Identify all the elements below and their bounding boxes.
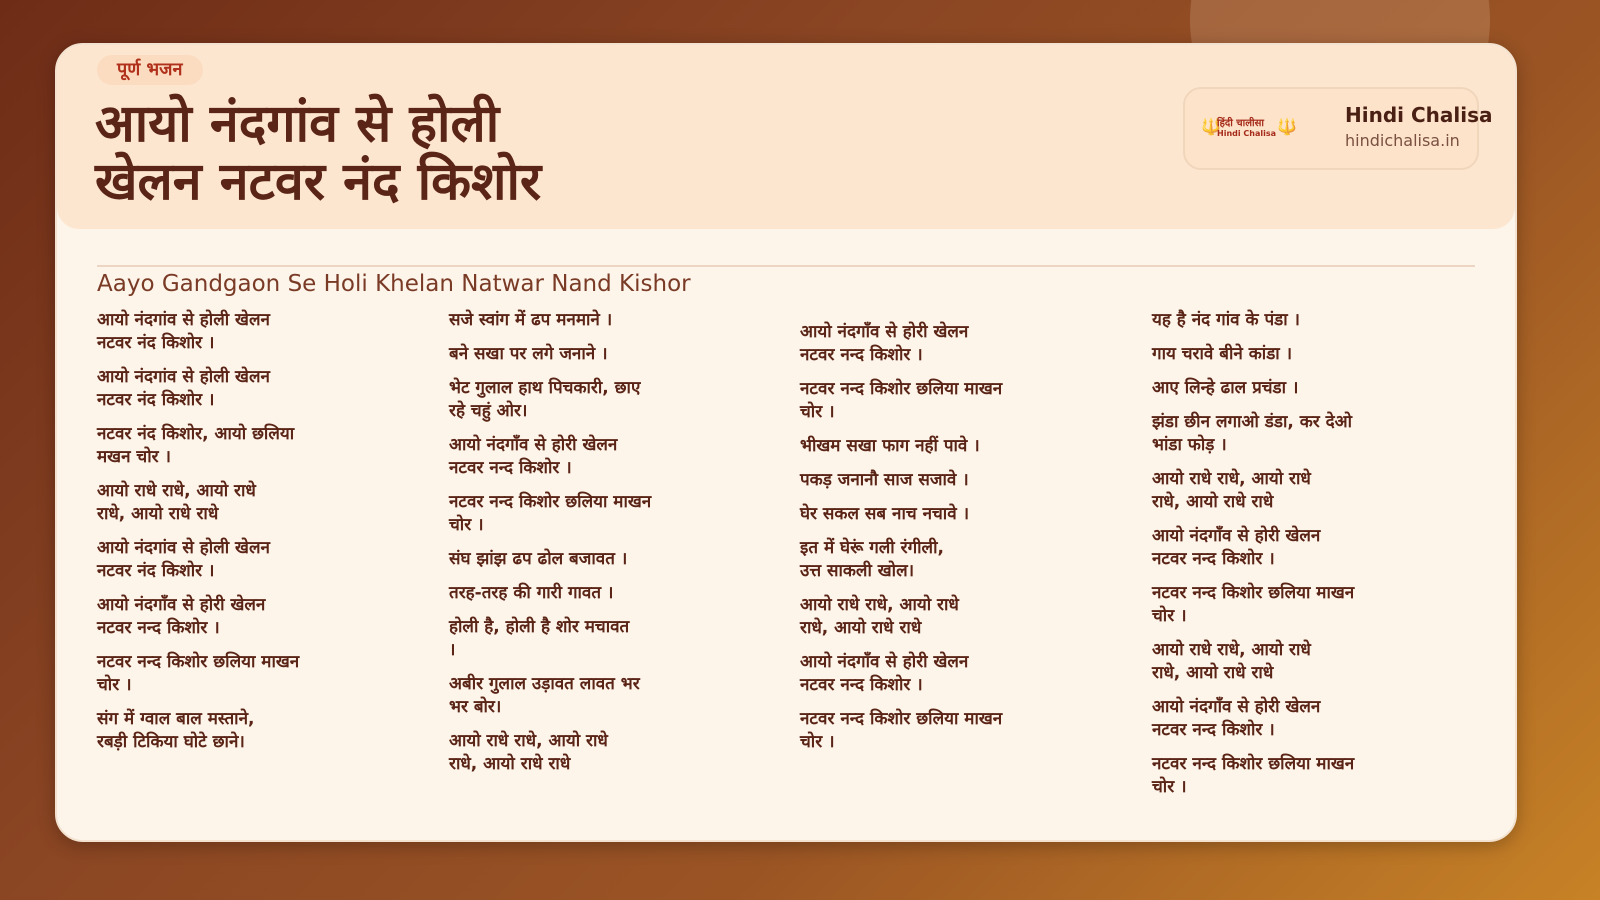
lyric-stanza: आयो नंदगाँव से होरी खेलन नटवर नन्द किशोर । — [800, 322, 969, 365]
lyric-stanza: बने सखा पर लगे जनाने । — [449, 344, 608, 364]
lyric-stanza: आयो नंदगाँव से होरी खेलन नटवर नन्द किशोर । — [449, 435, 618, 478]
category-badge — [97, 55, 203, 85]
lyric-stanza: घेर सकल सब नाच नचावे । — [800, 504, 970, 524]
lyric-stanza: नटवर नन्द किशोर छलिया माखन चोर । — [449, 492, 652, 535]
hindi-chalisa-logo — [1201, 115, 1297, 143]
lyric-stanza: आयो राधे राधे, आयो राधे राधे, आयो राधे राधे — [449, 731, 608, 774]
lyric-stanza: आयो नंदगाँव से होरी खेलन नटवर नन्द किशोर । — [1152, 526, 1321, 569]
lyric-stanza: नटवर नन्द किशोर छलिया माखन चोर । — [1152, 583, 1355, 626]
lyrics-card — [55, 43, 1517, 842]
lyric-stanza: आयो राधे राधे, आयो राधे राधे, आयो राधे राधे — [1152, 469, 1311, 512]
lyric-stanza: संघ झांझ ढप ढोल बजावत । — [449, 549, 628, 569]
lyric-stanza: संग में ग्वाल बाल मस्ताने, रबड़ी टिकिया घोटे छाने। — [97, 709, 255, 752]
lyric-stanza: झंडा छीन लगाओ डंडा, कर देओ भांडा फोड़ । — [1152, 412, 1353, 455]
logo-text-english: Hindi Chalisa — [1217, 129, 1276, 138]
badge-label: पूर्ण भजन — [117, 59, 183, 80]
lyric-stanza: आयो नंदगांव से होली खेलन नटवर नंद किशोर । — [97, 538, 270, 581]
lyric-stanza: पकड़ जनानौ साज सजावे । — [800, 470, 969, 490]
brand-name: Hindi Chalisa — [1345, 103, 1493, 127]
trident-icon: 🔱 — [1277, 117, 1297, 136]
brand-url[interactable]: hindichalisa.in — [1345, 131, 1460, 150]
lyric-stanza: होली है, होली है शोर मचावत । — [449, 617, 630, 660]
lyric-stanza: आयो नंदगाँव से होरी खेलन नटवर नन्द किशोर । — [1152, 697, 1321, 740]
lyric-stanza: आए लिन्हे ढाल प्रचंडा । — [1152, 378, 1299, 398]
lyric-stanza: आयो राधे राधे, आयो राधे राधे, आयो राधे राधे — [800, 595, 959, 638]
lyrics-column-4 — [1152, 309, 1412, 810]
lyric-stanza: अबीर गुलाल उड़ावत लावत भर भर बोर। — [449, 674, 640, 717]
lyric-stanza: नटवर नन्द किशोर छलिया माखन चोर । — [97, 652, 300, 695]
lyric-stanza: नटवर नन्द किशोर छलिया माखन चोर । — [800, 709, 1003, 752]
lyric-stanza: नटवर नंद किशोर, आयो छलिया मखन चोर । — [97, 424, 295, 467]
lyric-stanza: इत में घेरूं गली रंगीली, उत्त साकली खोल। — [800, 538, 944, 581]
lyric-stanza: आयो नंदगांव से होली खेलन नटवर नंद किशोर । — [97, 367, 270, 410]
lyrics-column-2 — [449, 309, 709, 787]
lyrics-column-3 — [800, 321, 1060, 765]
lyric-stanza: आयो राधे राधे, आयो राधे राधे, आयो राधे राधे — [97, 481, 256, 524]
lyric-stanza: यह है नंद गांव के पंडा । — [1152, 310, 1300, 330]
lyrics-column-1 — [97, 309, 357, 765]
lyric-stanza: भीखम सखा फाग नहीं पावे । — [800, 436, 980, 456]
lyric-stanza: आयो नंदगाँव से होरी खेलन नटवर नन्द किशोर । — [97, 595, 266, 638]
divider — [97, 265, 1475, 267]
lyric-stanza: आयो नंदगाँव से होरी खेलन नटवर नन्द किशोर । — [800, 652, 969, 695]
lyric-stanza: आयो राधे राधे, आयो राधे राधे, आयो राधे राधे — [1152, 640, 1311, 683]
trident-icon: 🔱 — [1201, 117, 1221, 136]
lyric-stanza: तरह-तरह की गारी गावत । — [449, 583, 614, 603]
lyric-stanza: गाय चरावे बीने कांडा । — [1152, 344, 1293, 364]
logo-text-hindi: हिंदी चालीसा — [1217, 118, 1264, 129]
lyric-stanza: नटवर नन्द किशोर छलिया माखन चोर । — [800, 379, 1003, 422]
lyric-stanza: आयो नंदगांव से होली खेलन नटवर नंद किशोर । — [97, 310, 270, 353]
card-header — [57, 45, 1515, 229]
lyric-stanza: नटवर नन्द किशोर छलिया माखन चोर । — [1152, 754, 1355, 797]
brand-box[interactable] — [1183, 87, 1493, 170]
lyric-stanza: भेट गुलाल हाथ पिचकारी, छाए रहे चहुं ओर। — [449, 378, 641, 421]
lyric-stanza: सजे स्वांग में ढप मनमाने । — [449, 310, 613, 330]
page-subtitle: Aayo Gandgaon Se Holi Khelan Natwar Nand Kishor — [97, 271, 691, 297]
page-title: आयो नंदगांव से होली खेलन नटवर नंद किशोर — [95, 94, 542, 212]
